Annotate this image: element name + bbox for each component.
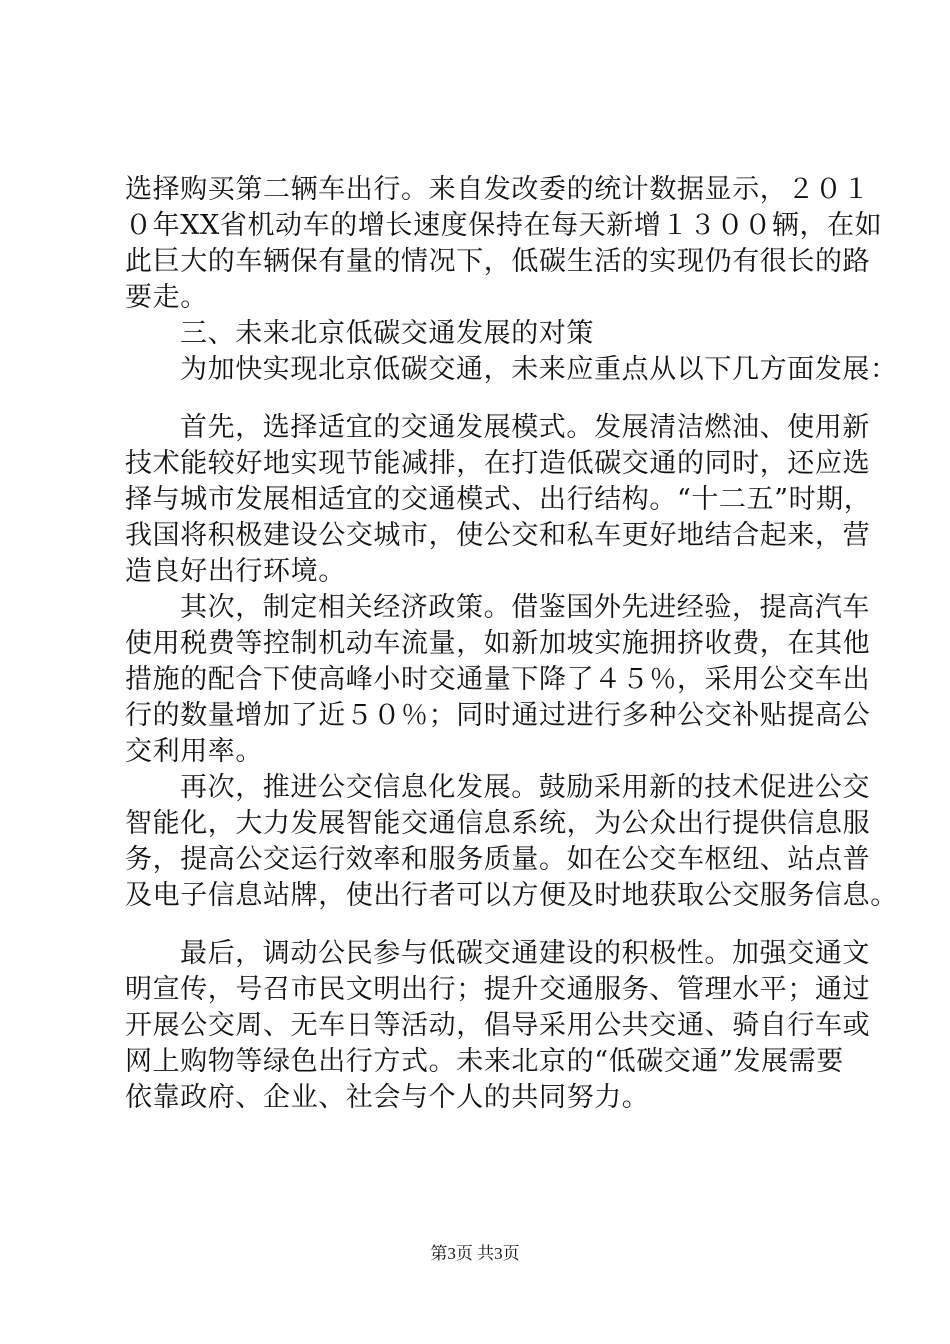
paragraph-line: 最后，调动公民参与低碳交通建设的积极性。加强交通文	[180, 938, 870, 969]
paragraph-line: 依靠政府、企业、社会与个人的共同努力。	[125, 1082, 650, 1113]
paragraph-line: 要走。	[125, 282, 208, 313]
paragraph-line: 开展公交周、无车日等活动，倡导采用公共交通、骑自行车或	[125, 1010, 871, 1041]
page-number-footer: 第3页 共3页	[430, 1244, 520, 1263]
paragraph-line: 务，提高公交运行效率和服务质量。如在公交车枢纽、站点普	[125, 844, 871, 875]
paragraph-line: 明宣传，号召市民文明出行；提升交通服务、管理水平；通过	[125, 974, 871, 1005]
paragraph-line: 选择购买第二辆车出行。来自发改委的统计数据显示，２０１	[125, 174, 871, 205]
paragraph-line: 智能化，大力发展智能交通信息系统，为公众出行提供信息服	[125, 808, 871, 839]
paragraph-line: 及电子信息站牌，使出行者可以方便及时地获取公交服务信息。	[125, 880, 898, 911]
paragraph-line: 使用税费等控制机动车流量，如新加坡实施拥挤收费，在其他	[125, 628, 871, 659]
paragraph-line: 择与城市发展相适宜的交通模式、出行结构。“十二五”时期，	[125, 484, 872, 515]
paragraph-line: 措施的配合下使高峰小时交通量下降了４５％，采用公交车出	[125, 664, 871, 695]
paragraph-line: 为加快实现北京低碳交通，未来应重点从以下几方面发展：	[180, 354, 898, 385]
section-heading: 三、未来北京低碳交通发展的对策	[180, 318, 594, 349]
paragraph-line: 首先，选择适宜的交通发展模式。发展清洁燃油、使用新	[180, 412, 870, 443]
paragraph-line: 我国将积极建设公交城市，使公交和私车更好地结合起来，营	[125, 520, 871, 551]
paragraph-line: 其次，制定相关经济政策。借鉴国外先进经验，提高汽车	[180, 592, 870, 623]
paragraph-line: 此巨大的车辆保有量的情况下，低碳生活的实现仍有很长的路	[125, 246, 871, 277]
paragraph-line: 行的数量增加了近５０％；同时通过进行多种公交补贴提高公	[125, 700, 871, 731]
paragraph-line: 网上购物等绿色出行方式。未来北京的“低碳交通”发展需要	[125, 1046, 844, 1077]
paragraph-line: 再次，推进公交信息化发展。鼓励采用新的技术促进公交	[180, 772, 870, 803]
paragraph-line: ０年XX省机动车的增长速度保持在每天新增１３００辆，在如	[125, 210, 883, 241]
paragraph-line: 造良好出行环境。	[125, 556, 346, 587]
paragraph-line: 交利用率。	[125, 736, 263, 767]
paragraph-line: 技术能较好地实现节能减排，在打造低碳交通的同时，还应选	[125, 448, 871, 479]
